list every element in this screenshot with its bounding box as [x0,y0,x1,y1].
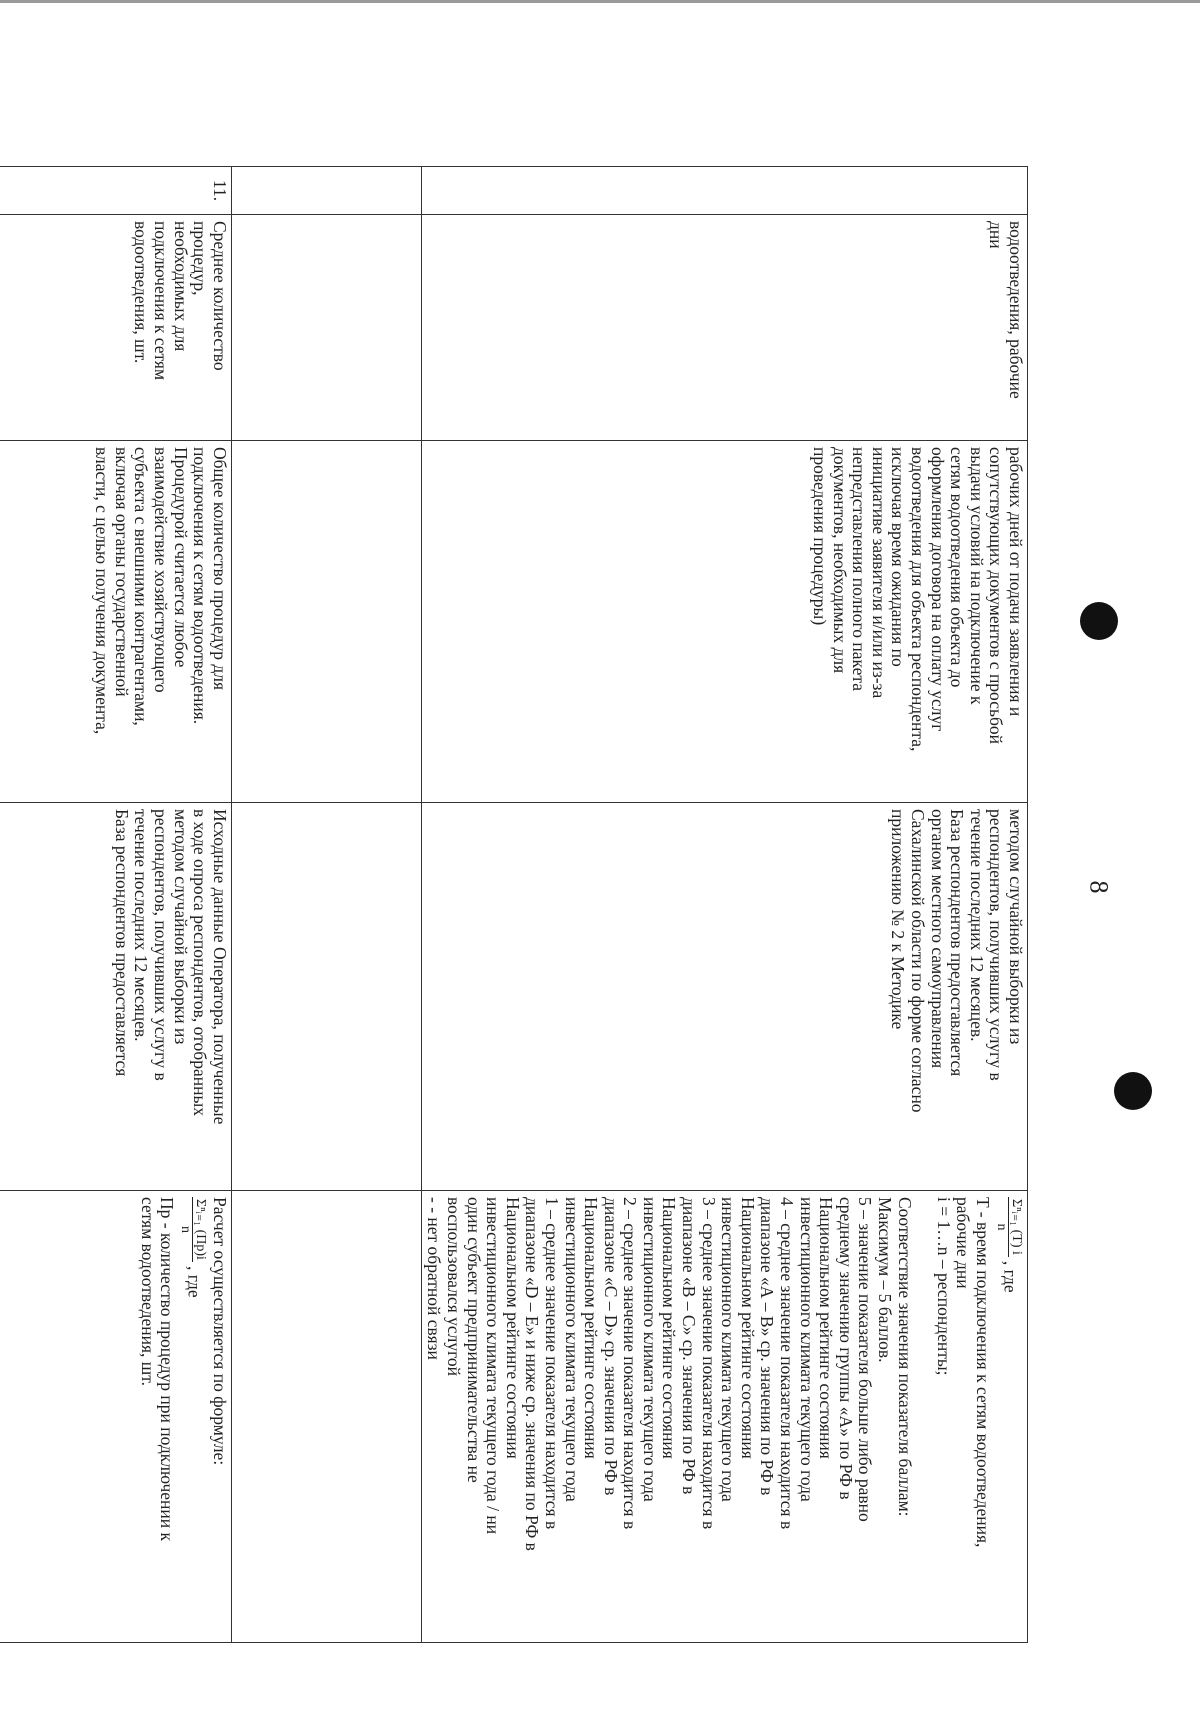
cell-calculation: Σⁿᵢ₌₁ (T) i n , где T - время подключения к сетям водоотведения, рабочие дни i = 1…n – респонденты; Соответствие значения показателя баллам: Максимум – 5 баллов. 5 – значение показателя больше либо равно среднему значению группы «А» по РФ в Национальном рейтинге состояния инвестиционного климата текущего года 4 – среднее значение показателя находится в диапазоне «А – В» ср. значения по РФ в Национальном рейтинге состояния инвестиционного климата текущего года 3 – среднее значение показателя находится в диапазоне «В – С» ср. значения по РФ в Национальном рейтинге состояния инвестиционного климата текущего года 2 – среднее значение показателя находится в диапазоне «С – D» ср. значения по РФ в Национальном рейтинге состояния инвестиционного климата текущего года 1 – среднее значение показателя находится в диапазоне «D – E» и ниже ср. значения по РФ в Национальном рейтинге состояния инвестиционного климата текущего года / ни один субъект предпринимательства не воспользовался услугой - - нет обратной связи [421,1191,1027,1643]
table-row [231,167,421,1643]
cell-source: Исходные данные Оператора, полученные в ходе опроса респондентов, отобранных методом случайной выборки из респондентов, получивших услугу в течение последних 12 месяцев. База респондентов предоставляется [0,803,231,1191]
cell-name: водоотведения, рабочие дни [421,215,1027,441]
cell-name: Среднее количество процедур, необходимых для подключения к сетям водоотведения, шт. [0,215,231,441]
table-row [0,167,231,1643]
scan-top-edge [0,0,1200,3]
cell-number [421,167,1027,215]
cell-blank [231,167,421,215]
cell-definition: Общее количество процедур для подключения к сетям водоотведения. Процедурой считается любое взаимодействие хозяйствующего субъекта с внешними контрагентами, включая органы государственной власти, с целью получения документа, [0,441,231,803]
table-row [421,167,1027,1643]
cell-blank [231,1191,421,1643]
cell-blank [231,215,421,441]
punch-hole [1080,602,1118,640]
cell-definition: рабочих дней от подачи заявления и сопутствующих документов с просьбой выдачи условий на подключение к сетям водоотведения объекта до оформления договора на оплату услуг водоотведения для объекта респондента, исключая время ожидания по инициативе заявителя и/или из-за непредставления полного пакета документов, необходимых для проведения процедуры) [421,441,1027,803]
rotated-document [88,166,1028,1642]
page-number: 8 [1084,880,1114,894]
formula: Σⁿᵢ₌₁ (Пр)i n , где [178,1199,209,1298]
cell-blank [231,803,421,1191]
indicator-table [0,166,1028,1643]
cell-blank [231,441,421,803]
punch-hole [1114,1072,1152,1110]
formula: Σⁿᵢ₌₁ (T) i n , где [994,1199,1024,1293]
cell-number: 11. [0,167,231,215]
cell-source: методом случайной выборки из респондентов, получивших услугу в течение последних 12 месяцев. База респондентов предоставляется органом местного самоуправления Сахалинской области по форме согласно приложению № 2 к Методике [421,803,1027,1191]
cell-calculation: Расчет осуществляется по формуле: Σⁿᵢ₌₁ (Пр)i n , где Пр - количество процедур при подключении к сетям водоотведения, шт. [0,1191,231,1643]
